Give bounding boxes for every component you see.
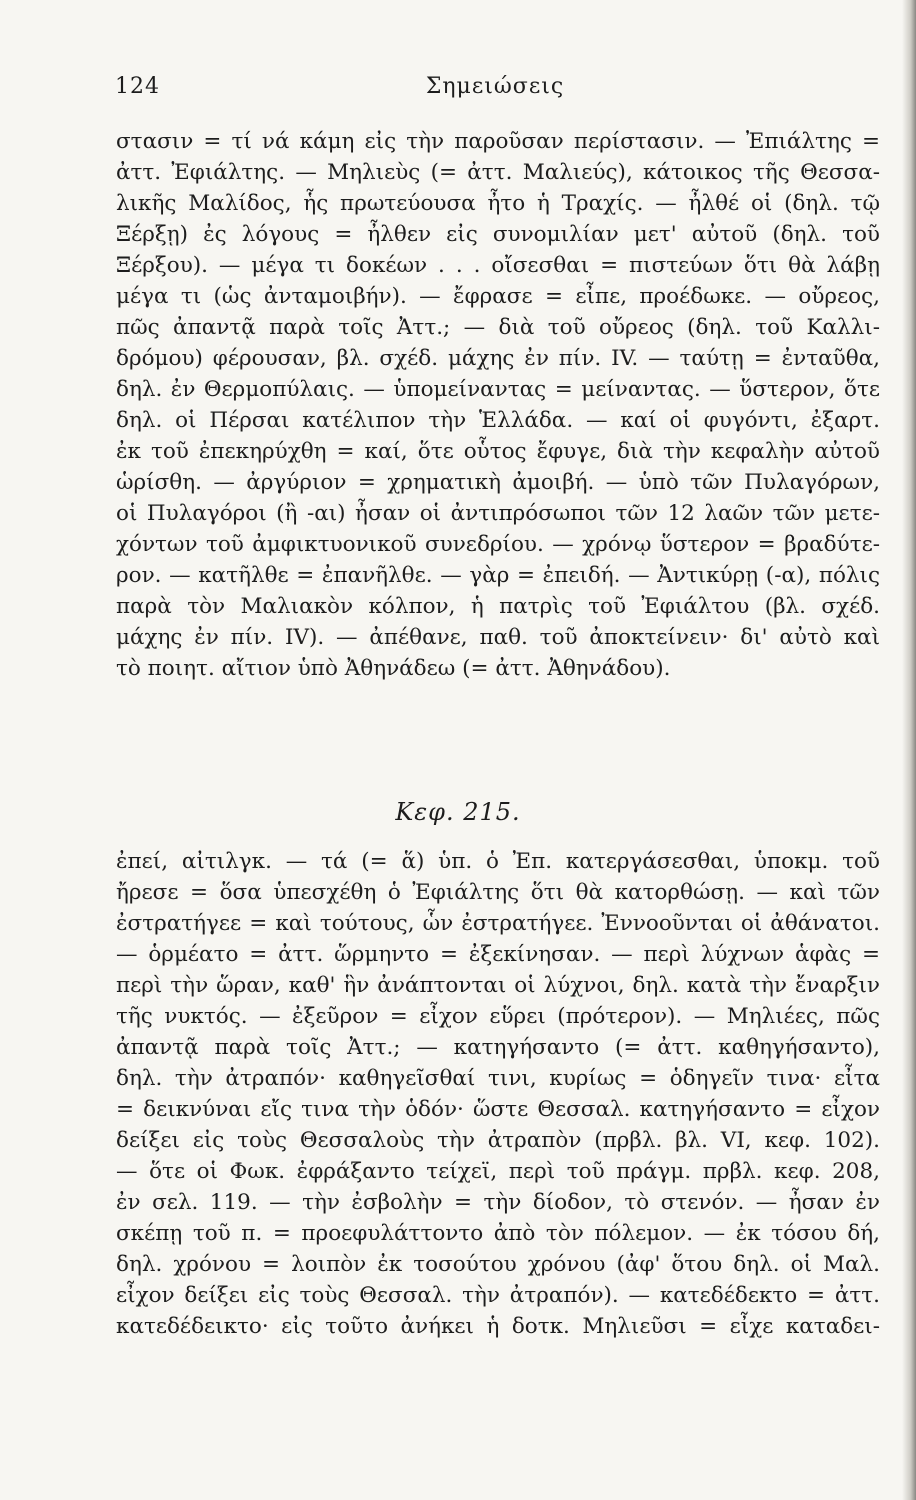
text-line: ἐκ τοῦ ἐπεκηρύχθη = καί, ὅτε οὗτος ἔφυγε, διὰ τὴν κεφαλὴν αὐτοῦ: [116, 439, 880, 464]
text-line: πῶς ἀπαντᾷ παρὰ τοῖς Ἀττ.; — διὰ τοῦ οὔρεος (δηλ. τοῦ Καλλι-: [116, 315, 880, 340]
text-line: δηλ. χρόνου = λοιπὸν ἐκ τοσούτου χρόνου (ἀφ' ὅτου δηλ. οἱ Μαλ.: [116, 1252, 880, 1277]
text-line: μέγα τι (ὡς ἀνταμοιβήν). — ἔφρασε = εἶπε, προέδωκε. — οὔρεος,: [116, 284, 880, 309]
text-line: λικῆς Μαλίδος, ἧς πρωτεύουσα ἦτο ἡ Τραχίς. — ἦλθέ οἱ (δηλ. τῷ: [116, 191, 880, 216]
text-line: ἐστρατήγεε = καὶ τούτους, ὧν ἐστρατήγεε. Ἐννοοῦνται οἱ ἀθάνατοι.: [116, 911, 880, 936]
text-line: χόντων τοῦ ἀμφικτυονικοῦ συνεδρίου. — χρόνῳ ὕστερον = βραδύτε-: [116, 532, 880, 557]
text-line: ἐν σελ. 119. — τὴν ἐσβολὴν = τὴν δίοδον, τὸ στενόν. — ἦσαν ἐν: [116, 1190, 880, 1215]
text-line: ἤρεσε = ὅσα ὑπεσχέθη ὁ Ἐφιάλτης ὅτι θὰ κατορθώσῃ. — καὶ τῶν: [116, 880, 880, 905]
text-line: οἱ Πυλαγόροι (ἢ -αι) ἦσαν οἱ ἀντιπρόσωποι τῶν 12 λαῶν τῶν μετε-: [116, 501, 880, 526]
notes-paragraph-1: [116, 126, 880, 684]
text-line: εἶχον δείξει εἰς τοὺς Θεσσαλ. τὴν ἀτραπόν). — κατεδέδεκτο = ἀττ.: [116, 1283, 880, 1308]
text-line: δηλ. τὴν ἀτραπόν· καθηγεῖσθαί τινι, κυρίως = ὁδηγεῖν τινα· εἶτα: [116, 1066, 880, 1091]
text-line: ἐπεί, αἰτιλγκ. — τά (= ἅ) ὑπ. ὁ Ἐπ. κατεργάσεσθαι, ὑποκμ. τοῦ: [116, 849, 880, 874]
text-line: δηλ. ἐν Θερμοπύλαις. — ὑπομείναντας = μείναντας. — ὕστερον, ὅτε: [116, 377, 880, 402]
text-line: σκέπῃ τοῦ π. = προεφυλάττοντο ἀπὸ τὸν πόλεμον. — ἐκ τόσου δή,: [116, 1221, 880, 1246]
text-line: τὸ ποιητ. αἴτιον ὑπὸ Ἀθηνάδεω (= ἀττ. Ἀθηνάδου).: [116, 656, 671, 681]
text-line: περὶ τὴν ὥραν, καθ' ἣν ἀνάπτονται οἱ λύχνοι, δηλ. κατὰ τὴν ἔναρξιν: [116, 973, 880, 998]
text-line: Ξέρξῃ) ἐς λόγους = ἦλθεν εἰς συνομιλίαν μετ' αὐτοῦ (δηλ. τοῦ: [116, 222, 880, 247]
text-line: κατεδέδεικτο· εἰς τοῦτο ἀνήκει ἡ δοτκ. Μηλιεῦσι = εἶχε καταδει-: [116, 1314, 880, 1339]
text-line: = δεικνύναι εἴς τινα τὴν ὁδόν· ὥστε Θεσσαλ. κατηγήσαντο = εἶχον: [116, 1097, 880, 1122]
page-edge-shadow: [902, 0, 916, 1500]
page-number: 124: [115, 74, 160, 99]
running-head-title: Σημειώσεις: [425, 74, 565, 99]
text-line: τῆς νυκτός. — ἐξεῦρον = εἶχον εὕρει (πρότερον). — Μηλιέες, πῶς: [116, 1004, 880, 1029]
text-line: δηλ. οἱ Πέρσαι κατέλιπον τὴν Ἑλλάδα. — καί οἱ φυγόντι, ἐξαρτ.: [116, 408, 880, 433]
text-line: — ὁρμέατο = ἀττ. ὥρμηντο = ἐξεκίνησαν. — περὶ λύχνων ἁφὰς =: [116, 942, 880, 967]
text-line: ἀπαντᾷ παρὰ τοῖς Ἀττ.; — κατηγήσαντο (= ἀττ. καθηγήσαντο),: [116, 1035, 880, 1060]
text-line: ρον. — κατῆλθε = ἐπανῆλθε. — γὰρ = ἐπειδή. — Ἀντικύρῃ (-α), πόλις: [116, 563, 880, 588]
text-line: δρόμου) φέρουσαν, βλ. σχέδ. μάχης ἐν πίν. IV. — ταύτῃ = ἐνταῦθα,: [116, 346, 880, 371]
text-line: δείξει εἰς τοὺς Θεσσαλοὺς τὴν ἀτραπὸν (πρβλ. βλ. VI, κεφ. 102).: [116, 1128, 880, 1153]
running-head: [115, 74, 875, 106]
chapter-heading: Κεφ. 215.: [395, 798, 521, 826]
text-line: Ξέρξου). — μέγα τι δοκέων . . . οἴσεσθαι = πιστεύων ὅτι θὰ λάβῃ: [116, 253, 880, 278]
text-line: στασιν = τί νά κάμη εἰς τὴν παροῦσαν περίστασιν. — Ἐπιάλτης =: [116, 129, 880, 154]
notes-paragraph-2: [116, 846, 880, 1342]
text-line: ὡρίσθη. — ἀργύριον = χρηματικὴ ἀμοιβή. — ὑπὸ τῶν Πυλαγόρων,: [116, 470, 880, 495]
text-line: παρὰ τὸν Μαλιακὸν κόλπον, ἡ πατρὶς τοῦ Ἐφιάλτου (βλ. σχέδ.: [116, 594, 880, 619]
text-line: μάχης ἐν πίν. IV). — ἀπέθανε, παθ. τοῦ ἀποκτείνειν· δι' αὐτὸ καὶ: [116, 625, 880, 650]
text-line: — ὅτε οἱ Φωκ. ἐφράξαντο τείχεϊ, περὶ τοῦ πράγμ. πρβλ. κεφ. 208,: [116, 1159, 880, 1184]
text-line: ἀττ. Ἐφιάλτης. — Μηλιεὺς (= ἀττ. Μαλιεύς), κάτοικος τῆς Θεσσα-: [116, 160, 880, 185]
